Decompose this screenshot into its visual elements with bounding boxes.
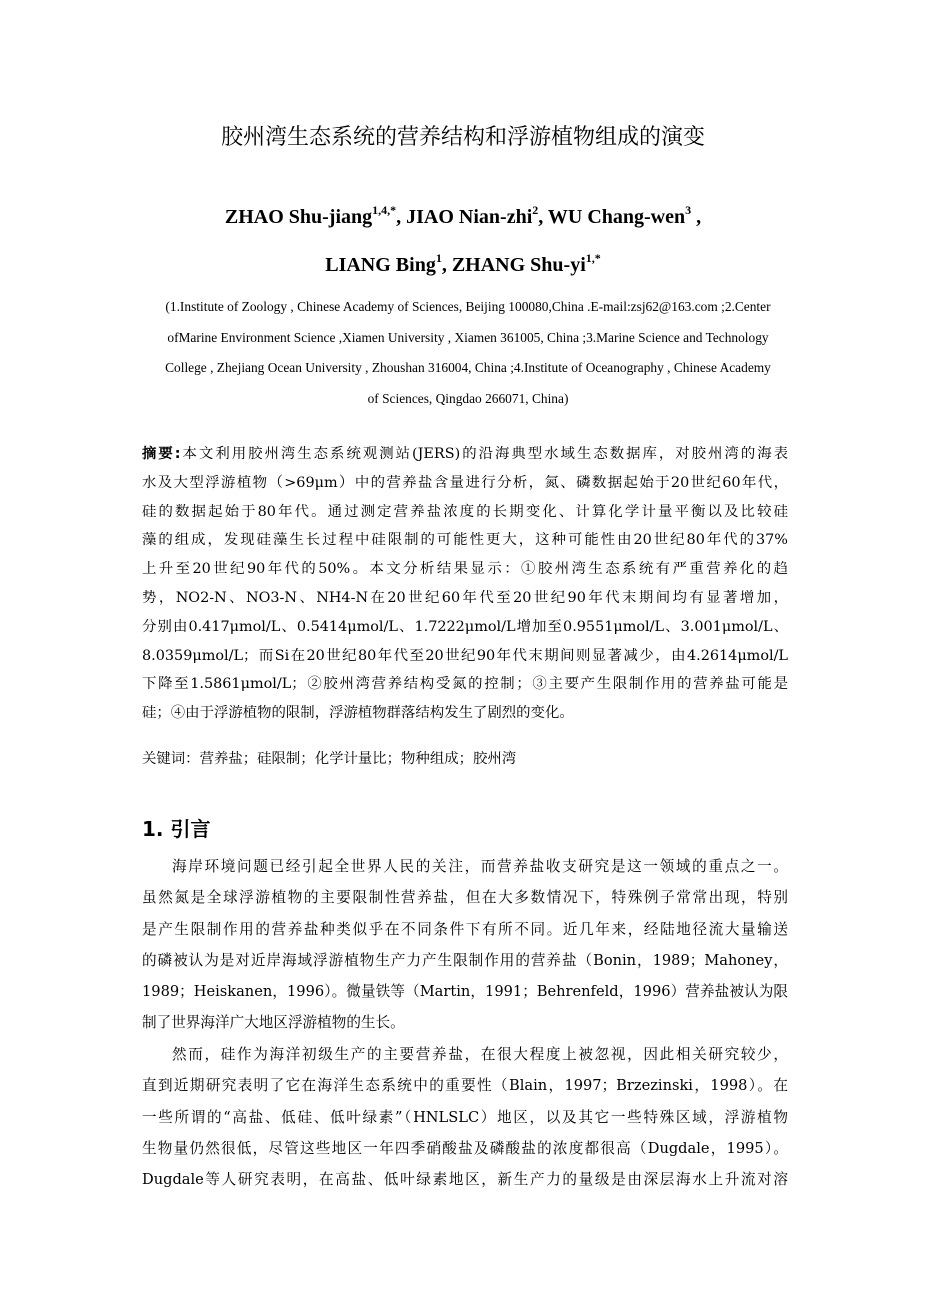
paragraph-2 (142, 1039, 788, 1195)
paragraph-line: 是产生限制作用的营养盐种类似乎在不同条件下有所不同。近几年来，经陆地径流大量输送 (142, 920, 788, 938)
author-separator: , (396, 206, 407, 228)
keywords: 关键词：营养盐；硅限制；化学计量比；物种组成；胶州湾 (142, 751, 517, 767)
abstract-line: 硅；④由于浮游植物的限制，浮游植物群落结构发生了剧烈的变化。 (142, 705, 574, 722)
paper-title: 胶州湾生态系统的营养结构和浮游植物组成的演变 (220, 125, 705, 150)
paragraph-1 (142, 851, 788, 1039)
abstract-line: 藻的组成，发现硅藻生长过程中硅限制的可能性更大，这种可能性由20世纪80年代的37% (142, 532, 788, 549)
paragraph-line: 虽然氮是全球浮游植物的主要限制性营养盐，但在大多数情况下，特殊例子常常出现，特别 (142, 889, 788, 907)
abstract-text: 本文利用胶州湾生态系统观测站(JERS)的沿海典型水域生态数据库，对胶州湾的海表 (180, 446, 788, 462)
paragraph-line: 海岸环境问题已经引起全世界人民的关注，而营养盐收支研究是这一领域的重点之一。 (172, 858, 788, 875)
paragraph-line: 直到近期研究表明了它在海洋生态系统中的重要性（Blain，1997；Brzezinski，1998）。在 (142, 1077, 788, 1095)
affiliation-line: College , Zhejiang Ocean University , Zhoushan 316004, China ;4.Institute of Oceanography , Chinese Academy (165, 360, 771, 376)
abstract-line: 硅的数据起始于80年代。通过测定营养盐浓度的长期变化、计算化学计量平衡以及比较硅 (142, 503, 788, 520)
affiliations (148, 292, 788, 414)
paragraph-line: 1989；Heiskanen，1996）。微量铁等（Martin，1991；Behrenfeld，1996）营养盐被认为限 (142, 983, 788, 1001)
author-separator: , (538, 206, 548, 228)
author-separator: , (691, 206, 702, 228)
paragraph-line: 生物量仍然很低，尽管这些地区一年四季硝酸盐及磷酸盐的浓度都很高（Dugdale，1995）。 (142, 1139, 788, 1157)
abstract (142, 440, 788, 728)
author-name: WU Chang-wen (547, 206, 686, 228)
paragraph-line: 的磷被认为是对近岸海域浮游植物生产力产生限制作用的营养盐（Bonin，1989；Mahoney， (142, 951, 788, 969)
author-name: ZHAO Shu-jiang (224, 206, 373, 228)
abstract-line (142, 440, 788, 469)
section-heading: 1. 引言 (142, 817, 211, 841)
abstract-label: 摘要: (142, 446, 181, 462)
abstract-line: 分别由0.417μmol/L、0.5414μmol/L、1.7222μmol/L增加至0.9551μmol/L、3.001μmol/L、 (142, 618, 788, 635)
author-sup: 3 (685, 203, 692, 218)
abstract-line: 下降至1.5861μmol/L；②胶州湾营养结构受氮的控制；③主要产生限制作用的营养盐可能是 (142, 676, 788, 693)
abstract-line: 上升至20世纪90年代的50%。本文分析结果显示：①胶州湾生态系统有严重营养化的趋 (142, 561, 788, 578)
paragraph-line: 然而，硅作为海洋初级生产的主要营养盐，在很大程度上被忽视，因此相关研究较少， (172, 1046, 788, 1063)
author-separator: , (441, 254, 452, 276)
abstract-line: 水及大型浮游植物（>69μm）中的营养盐含量进行分析，氮、磷数据起始于20世纪60年代， (142, 474, 788, 491)
author-sup: 2 (532, 203, 539, 218)
author-line-1 (0, 204, 926, 230)
affiliation-line: ofMarine Environment Science ,Xiamen University , Xiamen 361005, China ;3.Marine Science and Technology (167, 329, 769, 345)
paragraph-line: 一些所谓的“高盐、低硅、低叶绿素”（HNLSLC）地区，以及其它一些特殊区域，浮游植物 (142, 1108, 788, 1126)
author-name: ZHANG Shu-yi (451, 254, 586, 276)
author-sup: 1 (435, 251, 442, 266)
author-line-2 (0, 252, 926, 278)
paragraph-line: Dugdale等人研究表明，在高盐、低叶绿素地区，新生产力的量级是由深层海水上升流对溶 (142, 1171, 788, 1189)
affiliation-line: of Sciences, Qingdao 266071, China) (367, 390, 569, 406)
author-name: JIAO Nian-zhi (406, 206, 533, 228)
paragraph-line: 制了世界海洋广大地区浮游植物的生长。 (142, 1014, 405, 1032)
affiliation-line: (1.Institute of Zoology , Chinese Academy of Sciences, Beijing 100080,China .E-mail:zsj62@163.com ;2.Center (165, 299, 771, 314)
author-name: LIANG Bing (325, 254, 436, 276)
abstract-line: 8.0359μmol/L；而Si在20世纪80年代至20世纪90年代末期间则显著减少，由4.2614μmol/L (142, 647, 788, 664)
author-sup: 1,* (585, 251, 601, 266)
author-sup: 1,4,* (372, 203, 397, 218)
abstract-line: 势，NO2-N、NO3-N、NH4-N在20世纪60年代至20世纪90年代末期间均有显著增加， (142, 589, 788, 606)
